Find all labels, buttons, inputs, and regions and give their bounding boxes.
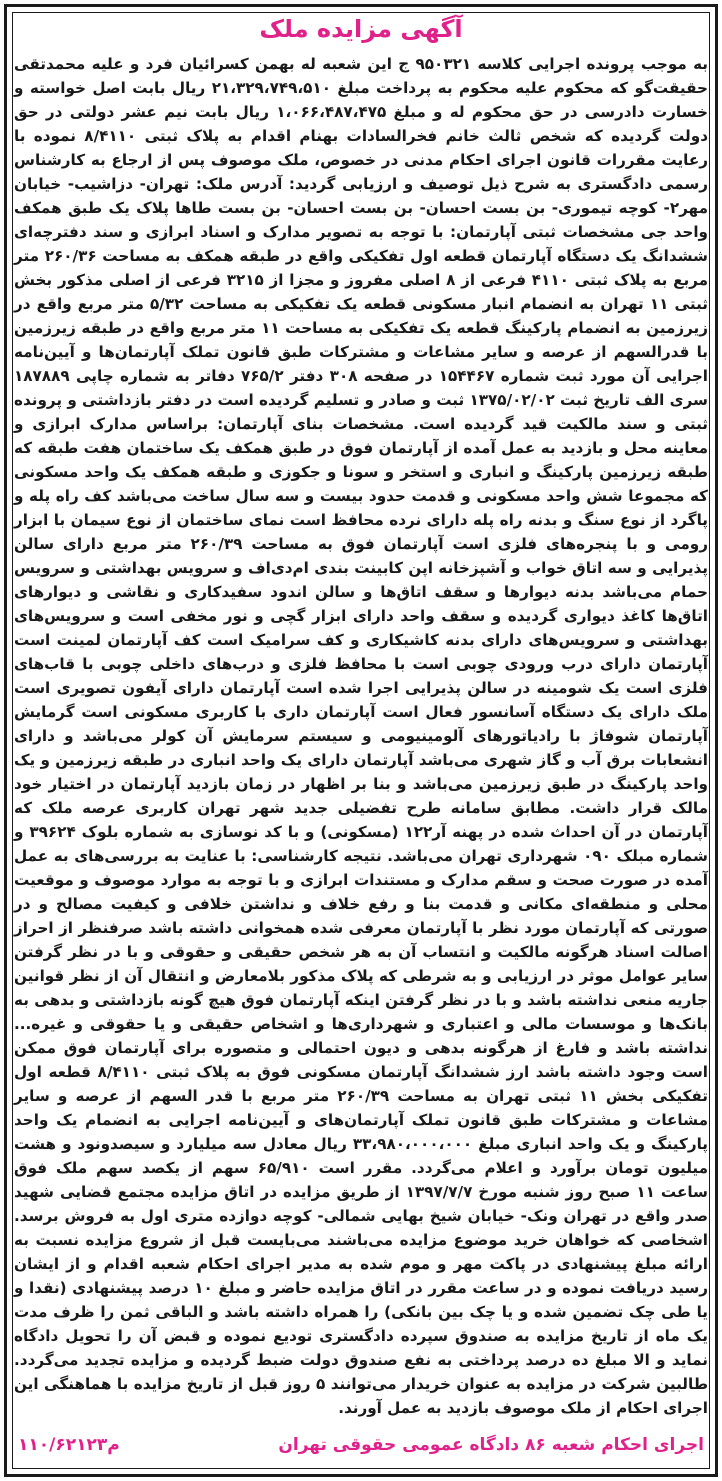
notice-issuer: اجرای احکام شعبه ۸۶ دادگاه عمومی حقوقی تهران	[278, 1435, 704, 1455]
notice-title: آگهی مزایده ملک	[259, 15, 463, 43]
notice-footer	[18, 1431, 704, 1459]
notice-code: ۱۱۰/۶۲۱۲۳م	[18, 1435, 120, 1455]
notice-body: به موجب پرونده اجرایی کلاسه ۹۵۰۳۲۱ ج این شعبه له بهمن کسرائیان فرد و علیه محمدتقی حقیقت‌گو که محکوم علیه محکوم به پرداخت مبلغ ۲۱،۳۲۹،۷۴۹،۵۱۰ ریال بابت اصل خواسته و خسارت دادرسی در حق محکوم له و مبلغ ۱،۰۶۶،۴۸۷،۴۷۵ ریال بابت نیم عشر دولتی در حق دولت گردیده که شخص ثالث خانم فخرالسادات بهنام اقدام به پلاک ثبتی ۸/۴۱۱۰ نموده با رعایت مقررات قانون اجرای احکام مدنی در خصوص، ملک موصوف پس از ارجاع به کارشناس رسمی دادگستری به شرح ذیل توصیف و ارزیابی گردید: آدرس ملک: تهران- دزاشیب- خیابان مهر۲- کوچه تیموری- بن بست احسان- بن بست احسان- بن بست طاها پلاک یک طبق همکف واحد جی مشخصات ثبتی آپارتمان: با توجه به تصویر مدارک و اسناد ابرازی و سند دفترچه‌ای ششدانگ یک دستگاه آپارتمان قطعه اول تفکیکی واقع در طبقه همکف به مساحت ۲۶۰/۳۶ متر مربع به پلاک ثبتی ۴۱۱۰ فرعی از ۸ اصلی مفروز و مجزا از ۳۲۱۵ فرعی از اصلی مذکور بخش ثبتی ۱۱ تهران به انضمام انبار مسکونی قطعه یک تفکیکی به مساحت ۵/۳۲ متر مربع واقع در زیرزمین به انضمام پارکینگ قطعه یک تفکیکی به مساحت ۱۱ متر مربع واقع در طبقه زیرزمین با قدرالسهم از عرصه و سایر مشاعات و مشترکات طبق قانون تملک آپارتمان‌ها و آیین‌نامه اجرایی آن مورد ثبت شماره ۱۵۴۴۶۷ در صفحه ۳۰۸ دفتر ۷۶۵/۲ دفاتر به شماره چاپی ۱۸۷۸۸۹ سری الف تاریخ ثبت ۱۳۷۵/۰۲/۰۲ ثبت و صادر و تسلیم گردیده است در دفتر بازداشتی و پرونده ثبتی و سند مالکیت قید گردیده است. مشخصات بنای آپارتمان: براساس مدارک ابرازی و معاینه محل و بازدید به عمل آمده از آپارتمان فوق در طبق همکف یک ساختمان هفت طبقه که طبقه زیرزمین پارکینگ و انباری و استخر و سونا و جکوزی و طبقه همکف یک واحد مسکونی که مجموعا شش واحد مسکونی و قدمت حدود بیست و سه سال ساخت می‌باشد کف راه پله و پاگرد از نوع سنگ و بدنه راه پله دارای نرده محافظ است نمای ساختمان از نوع سیمان با ابزار رومی و با پنجره‌های فلزی است آپارتمان فوق به مساحت ۲۶۰/۳۹ متر مربع دارای سالن پذیرایی و سه اتاق خواب و آشپزخانه اپن کابینت بندی ام‌دی‌اف و سرویس بهداشتی و سرویس حمام می‌باشد بدنه دیوارها و سقف اتاق‌ها و سالن اندود سفیدکاری و نقاشی و دیوارهای اتاق‌ها کاغذ دیواری گردیده و سقف واحد دارای ابزار گچی و نور مخفی است و سرویس‌های بهداشتی و سرویس‌های دارای بدنه کاشیکاری و کف سرامیک است کف آپارتمان لمینت است آپارتمان دارای درب ورودی چوبی است با محافظ فلزی و درب‌های داخلی چوبی با قاب‌های فلزی است یک شومینه در سالن پذیرایی اجرا شده است آپارتمان دارای آیفون تصویری است ملک دارای یک دستگاه آسانسور فعال است آپارتمان داری با کاربری مسکونی است گرمایش آپارتمان شوفاژ با رادیاتورهای آلومینیومی و سیستم سرمایش آن کولر می‌باشد و دارای انشعابات برق آب و گاز شهری می‌باشد آپارتمان دارای یک واحد انباری در طبقه زیرزمین و یک واحد پارکینگ در طبق زیرزمین می‌باشد و بنا بر اظهار در زمان بازدید آپارتمان در اختیار خود مالک قرار داشت. مطابق سامانه طرح تفضیلی جدید شهر تهران کاربری عرصه ملک که آپارتمان در آن احداث شده در پهنه آر۱۲۲ (مسکونی) و با کد نوسازی به شماره بلوک ۳۹۶۲۴ و شماره مبلک ۰۹۰ شهرداری تهران می‌باشد. نتیجه کارشناسی: با عنایت به بررسی‌های به عمل آمده در صورت صحت و سقم مدارک و مستندات ابرازی و با توجه به موارد موصوف و موقعیت محلی و منطقه‌ای مکانی و قدمت بنا و رفع خلاف و نداشتن خلافی و کیفیت مصالح و در صورتی که آپارتمان مورد نظر با آپارتمان معرفی شده همخوانی داشته باشد صرفنظر از احراز اصالت اسناد هرگونه مالکیت و انتساب آن به هر شخص حقیقی و حقوقی و با در نظر گرفتن سایر عوامل موثر در ارزیابی و به شرطی که پلاک مذکور بلامعارض و انتقال آن از نظر قوانین جاریه منعی نداشته باشد و با در نظر گرفتن اینکه آپارتمان فوق هیچ گونه بازداشتی و بدهی به بانک‌ها و موسسات مالی و اعتباری و شهرداری‌ها و اشخاص حقیقی و یا حقوقی و غیره... نداشته باشد و فارغ از هرگونه بدهی و دیون احتمالی و متصوره برای آپارتمان فوق ممکن است وجود داشته باشد ارز ششدانگ آپارتمان مسکونی فوق به پلاک ثبتی ۸/۴۱۱۰ قطعه اول تفکیکی بخش ۱۱ ثبتی تهران به مساحت ۲۶۰/۳۹ متر مربع با قدر السهم از عرصه و سایر مشاعات و مشترکات طبق قانون تملک آپارتمان‌های و آیین‌نامه اجرایی به انضمام یک واحد پارکینگ و یک واحد انباری مبلغ ۳۳،۹۸۰،۰۰۰،۰۰۰ ریال معادل سه میلیارد و سیصدونود و هشت میلیون تومان برآورد و اعلام می‌گردد. مقرر است ۶۵/۹۱۰ سهم از یکصد سهم ملک فوق ساعت ۱۱ صبح روز شنبه مورخ ۱۳۹۷/۷/۷ از طریق مزایده در اتاق مزایده مجتمع قضایی شهید صدر واقع در تهران ونک- خیابان شیخ بهایی شمالی- کوچه دوازده متری اول به فروش برسد. اشخاصی که خواهان خرید موضوع مزایده می‌باشند می‌بایست قبل از شروع مزایده نسبت به ارائه مبلغ پیشنهادی در پاکت مهر و موم شده به مدیر اجرای احکام شعبه اقدام و از ایشان رسید دریافت نموده و در ساعت مقرر در اتاق مزایده حاضر و مبلغ ۱۰ درصد پیشنهادی (نقدا و یا طی چک تضمین شده و یا چک بین بانکی) را همراه داشته باشد و الباقی ثمن را ظرف مدت یک ماه از تاریخ مزایده به صندوق سپرده دادگستری تودیع نموده و قبض آن را تحویل دادگاه نماید و الا مبلغ ده درصد پرداختی به نفع صندوق دولت ضبط گردیده و مزایده تجدید می‌گردد. طالبین شرکت در مزایده به عنوان خریدار می‌توانند ۵ روز قبل از تاریخ مزایده با هماهنگی این اجرای احکام از ملک موصوف بازدید به عمل آورند.	[14, 55, 709, 1417]
